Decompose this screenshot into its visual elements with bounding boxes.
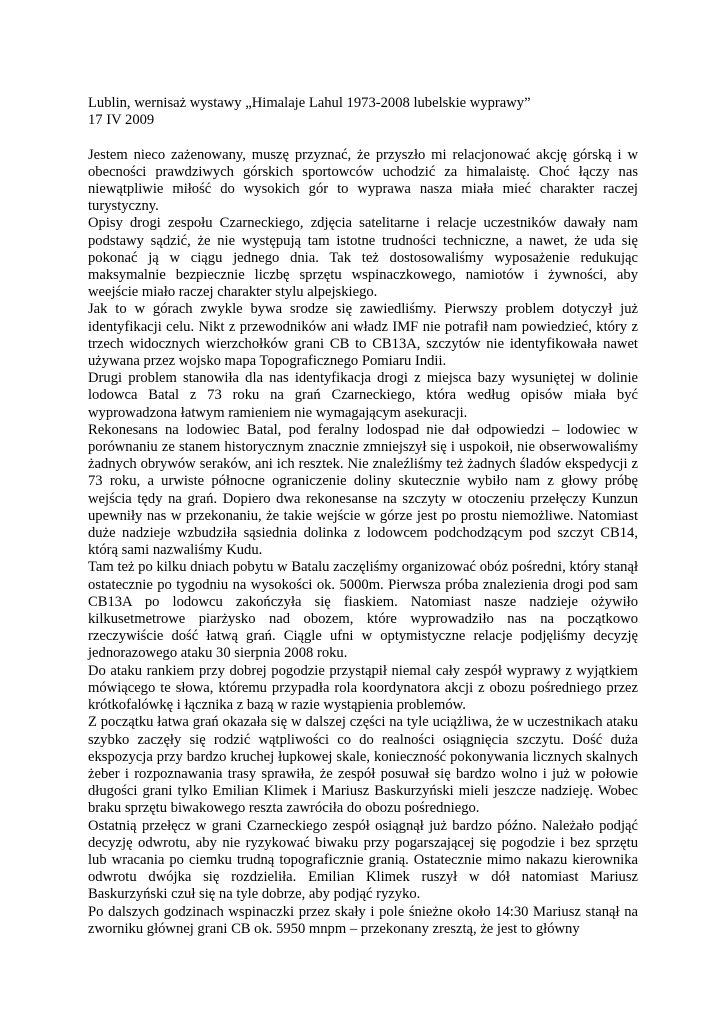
paragraph-6: Tam też po kilku dniach pobytu w Batalu zaczęliśmy organizować obóz pośredni, który stanął ostatecznie po tygodniu na wysokości ok. 5000m. Pierwsza próba znalezienia drogi pod sam CB13A po lodowcu zakończyła się fiaskiem. Natomiast nasze nadzieje ożywiło kilkusetmetrowe piarżysko nad obozem, które wyprowadziło nas na początkowo rzeczywiście dość łatwą grań. Ciągle ufni w optymistyczne relacje podjęliśmy decyzję jednorazowego ataku 30 sierpnia 2008 roku. bbox=[88, 559, 638, 662]
header-place-and-event: Lublin, wernisaż wystawy „Himalaje Lahul 1973-2008 lubelskie wyprawy” bbox=[88, 95, 531, 111]
paragraph-2: Opisy drogi zespołu Czarneckiego, zdjęcia satelitarne i relacje uczestników dawały nam podstawy sądzić, że nie występują tam istotne trudności techniczne, a nawet, że uda się pokonać ją w ciągu jednego dnia. Tak też dostosowaliśmy wyposażenie redukując maksymalnie bezpiecznie liczbę sprzętu wspinaczkowego, namiotów i żywności, aby weejście miało raczej charakter stylu alpejskiego. bbox=[88, 215, 638, 301]
spacer bbox=[88, 129, 638, 146]
paragraph-3: Jak to w górach zwykle bywa srodze się zawiedliśmy. Pierwszy problem dotyczył już identyfikacji celu. Nikt z przewodników ani władz IMF nie potrafił nam powiedzieć, który z trzech widocznych wierzchołków grani CB to CB13A, szczytów nie identyfikowała nawet używana przez wojsko mapa Topograficznego Pomiaru Indii. bbox=[88, 301, 638, 370]
header-date: 17 IV 2009 bbox=[88, 112, 155, 129]
paragraph-8: Z początku łatwa grań okazała się w dalszej części na tyle uciążliwa, że w uczestnikach ataku szybko zaczęły się rodzić wątpliwości co do realności osiągnięcia szczytu. Dość duża ekspozycja przy bardzo kruchej łupkowej skale, konieczność pokonywania licznych skalnych żeber i rozpoznawania trasy sprawiła, że zespół posuwał się bardzo wolno i już w połowie długości grani tylko Emilian Klimek i Mariusz Baskurzyński mieli jeszcze nadzieję. Wobec braku sprzętu biwakowego reszta zawróciła do obozu pośredniego. bbox=[88, 714, 638, 817]
paragraph-7: Do ataku rankiem przy dobrej pogodzie przystąpił niemal cały zespół wyprawy z wyjątkiem mówiącego te słowa, któremu przypadła rola koordynatora akcji z obozu pośredniego przez krótkofalówkę i łącznika z bazą w razie wystąpienia problemów. bbox=[88, 662, 638, 714]
paragraph-4: Drugi problem stanowiła dla nas identyfikacja drogi z miejsca bazy wysuniętej w dolinie lodowca Batal z 73 roku na grań Czarneckiego, która według opisów miała być wyprowadzona łatwym ramieniem nie wymagającym asekuracji. bbox=[88, 370, 638, 421]
paragraph-5: Rekonesans na lodowiec Batal, pod feralny lodospad nie dał odpowiedzi – lodowiec w porównaniu ze stanem historycznym znacznie zmniejszył się i uspokoił, nie obserwowaliśmy żadnych obrywów seraków, ani ich resztek. Nie znaleźliśmy też żadnych śladów ekspedycji z 73 roku, a urwiste północne ograniczenie doliny skutecznie wybiło nam z głowy próbę wejścia tędy na grań. Dopiero dwa rekonesanse na szczyty w otoczeniu przełęczy Kunzun upewniły nas w przekonaniu, że takie wejście w górze jest po prostu niemożliwe. Natomiast duże nadzieje wzbudziła sąsiednia dolinka z lodowcem podchodzącym pod szczyt CB14, którą sami nazwaliśmy Kudu. bbox=[88, 421, 638, 559]
paragraph-9: Ostatnią przełęcz w grani Czarneckiego zespół osiągnął już bardzo późno. Należało podjąć decyzję odwrotu, aby nie ryzykować biwaku przy pogarszającej się pogodzie i bez sprzętu lub wracania po ciemku trudną topograficznie granią. Ostatecznie mimo nakazu kierownika odwrotu dwójka się rozdzieliła. Emilian Klimek ruszył w dół natomiast Mariusz Baskurzyński czuł się na tyle dobrze, aby podjąć ryzyko. bbox=[88, 817, 638, 903]
document-page bbox=[88, 95, 638, 938]
paragraph-10: Po dalszych godzinach wspinaczki przez skały i pole śnieżne około 14:30 Mariusz stanął na zworniku głównej grani CB ok. 5950 mnpm – przekonany zresztą, że jest to główny bbox=[88, 903, 638, 937]
paragraph-1: Jestem nieco zażenowany, muszę przyznać, że przyszło mi relacjonować akcję górską i w obecności prawdziwych górskich sportowców uchodzić za himalaistę. Choć łączy nas niewątpliwie miłość do wysokich gór to wyprawa nasza miała mieć charakter raczej turystyczny. bbox=[88, 146, 638, 215]
